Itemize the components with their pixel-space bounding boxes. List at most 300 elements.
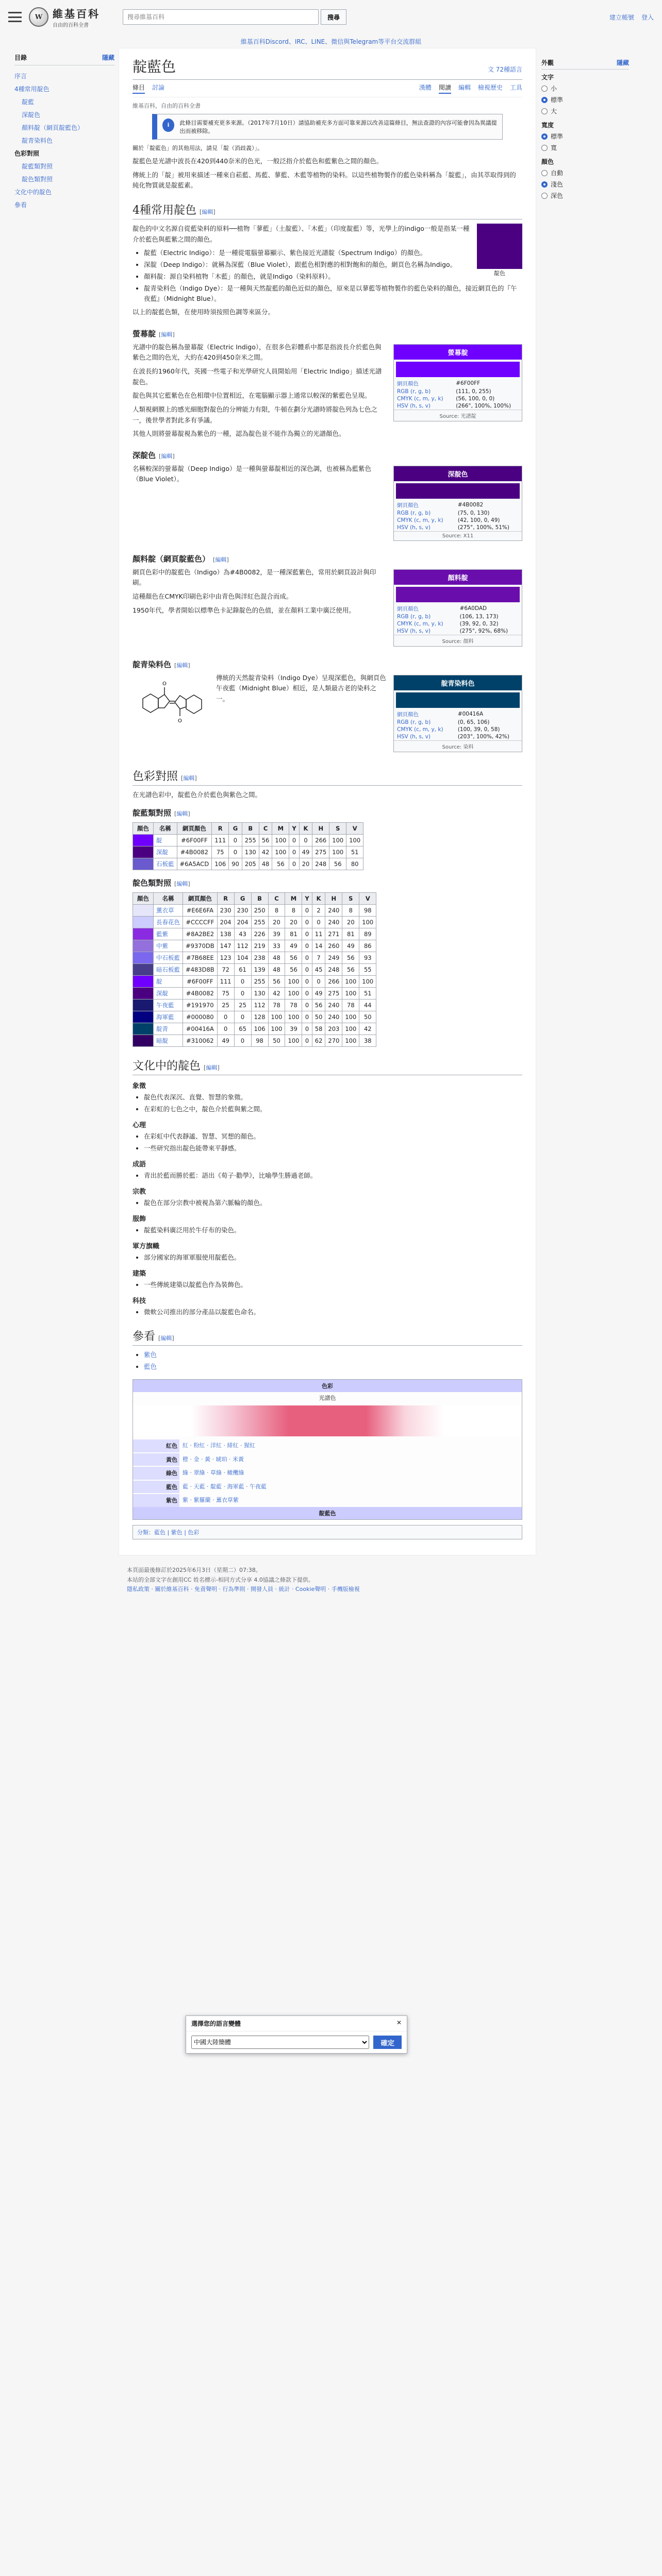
color-name[interactable]: 靛 xyxy=(154,976,183,988)
navbox-row xyxy=(133,1438,522,1452)
toc-hide-button[interactable]: 隱藏 xyxy=(102,54,114,61)
subsection-heading: 靛藍類對照 xyxy=(133,808,172,818)
toc-sidebar xyxy=(10,48,119,1555)
toc-item[interactable]: 靛藍類對照 xyxy=(22,163,53,170)
table-cell: #CCCCFF xyxy=(183,917,218,928)
intro-paragraph: 靛藍色是光譜中波長在420到440奈米的色光，一般泛指介於藍色和藍紫色之間的顏色。 xyxy=(133,157,383,165)
table-cell: 0 xyxy=(302,1035,312,1047)
color-name[interactable]: 午夜藍 xyxy=(154,999,183,1011)
radio-option[interactable] xyxy=(541,191,629,200)
table-cell: 56 xyxy=(342,964,359,976)
table-cell: #8A2BE2 xyxy=(183,928,218,940)
table-cell: 270 xyxy=(325,1035,342,1047)
column-header: Y xyxy=(289,823,299,835)
radio-option[interactable] xyxy=(541,180,629,189)
table-cell: 86 xyxy=(359,940,376,952)
table-row xyxy=(133,976,376,988)
column-header: C xyxy=(268,893,285,905)
table-row xyxy=(133,917,376,928)
color-sample-figure xyxy=(477,224,522,277)
column-header: M xyxy=(285,893,302,905)
infobox-row xyxy=(394,402,522,410)
table-cell: 98 xyxy=(251,1035,268,1047)
infobox-row xyxy=(394,733,522,740)
infobox-value: (275°, 92%, 68%) xyxy=(459,628,508,634)
table-cell: 8 xyxy=(285,905,302,917)
tab-tools[interactable]: 工具 xyxy=(509,84,522,91)
infobox-source: Source: X11 xyxy=(394,531,522,540)
table-cell: 55 xyxy=(359,964,376,976)
table-cell: 8 xyxy=(342,905,359,917)
culture-subheading: 心理 xyxy=(133,1122,146,1130)
infobox-key[interactable]: HSV (h, s, v) xyxy=(397,402,431,409)
infobox-row xyxy=(394,710,522,719)
table-cell: 130 xyxy=(242,846,259,858)
table-cell: 11 xyxy=(312,928,325,940)
table-cell: 50 xyxy=(312,1011,325,1023)
infobox-value: #4B0082 xyxy=(457,502,484,509)
section-heading: 參看 xyxy=(133,1330,156,1344)
table-cell: 100 xyxy=(329,846,346,858)
table-row xyxy=(133,905,376,917)
color-swatch-cell xyxy=(133,905,154,917)
edit-link[interactable]: 編輯 xyxy=(161,331,173,338)
table-cell: 204 xyxy=(217,917,234,928)
color-swatch xyxy=(396,692,520,708)
site-notice[interactable]: 維基百科Discord、IRC、LINE、微信與Telegram等平台交流群組 xyxy=(0,34,662,48)
table-cell: 56 xyxy=(272,858,289,870)
radio-label: 深色 xyxy=(551,192,564,199)
table-cell: 0 xyxy=(302,917,312,928)
color-name[interactable]: 深靛 xyxy=(154,988,183,999)
color-name[interactable]: 藍紫 xyxy=(154,928,183,940)
navbox-links[interactable]: 橙 · 金 · 黃 · 琥珀 · 米黃 xyxy=(183,1455,244,1463)
table-cell: 106 xyxy=(251,1023,268,1035)
color-name[interactable]: 長春花色 xyxy=(154,917,183,928)
infobox-key[interactable]: CMYK (c, m, y, k) xyxy=(397,517,443,523)
radio-icon[interactable] xyxy=(541,170,548,176)
info-icon: i xyxy=(162,118,175,132)
infobox-row xyxy=(394,524,522,531)
infobox-key[interactable]: RGB (r, g, b) xyxy=(397,719,431,725)
table-cell: 111 xyxy=(212,835,229,846)
column-header: 顏色 xyxy=(133,893,154,905)
radio-icon[interactable] xyxy=(541,145,548,151)
color-swatch-cell xyxy=(133,1023,154,1035)
infobox-row xyxy=(394,501,522,510)
color-name[interactable]: 深靛 xyxy=(154,846,177,858)
table-cell: 8 xyxy=(268,905,285,917)
table-row xyxy=(133,1023,376,1035)
table-cell: 81 xyxy=(285,928,302,940)
footer-line: 本頁面最後修訂於2025年6月3日（星期二）07:38。 xyxy=(127,1566,261,1573)
table-cell: 90 xyxy=(229,858,242,870)
table-cell: 33 xyxy=(268,940,285,952)
paragraph: 以上的靛藍色類，在使用時須按照色調等來區分。 xyxy=(133,308,275,316)
table-cell: 51 xyxy=(346,846,363,858)
color-name[interactable]: 海軍藍 xyxy=(154,1011,183,1023)
edit-link[interactable]: 編輯 xyxy=(202,208,213,215)
color-name[interactable]: 石板藍 xyxy=(154,858,177,870)
text-size-label: 文字 xyxy=(541,74,554,81)
list-item: • 部分國家的海軍軍服使用靛藍色。 xyxy=(144,1252,522,1263)
table-cell: #00416A xyxy=(183,1023,218,1035)
radio-option[interactable] xyxy=(541,168,629,177)
edit-link[interactable]: 編輯 xyxy=(161,452,173,460)
table-cell: 100 xyxy=(272,846,289,858)
hatnote: 關於「靛藍色」的其他用法，請見「靛（消歧義）」。 xyxy=(133,145,263,151)
radio-icon[interactable] xyxy=(541,97,548,103)
table-cell: 240 xyxy=(325,999,342,1011)
table-row xyxy=(133,999,376,1011)
infobox-source: Source: 染料 xyxy=(394,740,522,752)
column-header: R xyxy=(212,823,229,835)
column-header: S xyxy=(329,823,346,835)
table-cell: 250 xyxy=(251,905,268,917)
table-cell: 65 xyxy=(234,1023,251,1035)
culture-list xyxy=(144,1131,522,1154)
table-cell: 25 xyxy=(234,999,251,1011)
table-row xyxy=(133,964,376,976)
paragraph: 靛色的中文名源自從藍染料的原料──植物「蓼藍」（土靛藍）、「木藍」（印度靛藍）等，光學上的indigo一般是指某一種介於藍色與藍紫之間的顏色。 xyxy=(133,224,470,243)
infobox-value: (42, 100, 0, 49) xyxy=(457,517,500,523)
edit-link[interactable]: 編輯 xyxy=(176,810,188,818)
column-header: B xyxy=(242,823,259,835)
infobox-key[interactable]: 網頁顏色 xyxy=(397,380,419,387)
table-cell: 112 xyxy=(251,999,268,1011)
table-cell: 7 xyxy=(312,952,325,964)
table-cell: 49 xyxy=(312,988,325,999)
table-cell: 78 xyxy=(268,999,285,1011)
table-cell: 203 xyxy=(325,1023,342,1035)
color-swatch-cell xyxy=(133,835,154,846)
list-item: • 靛色代表深沉、直覺、智慧的象徵。 xyxy=(144,1092,522,1103)
column-header: V xyxy=(359,893,376,905)
list-item: • 深靛（Deep Indigo）：就稱為深藍（Blue Violet），跟藍色相對應的相對飽和的顏色，網頁色名稱為Indigo。 xyxy=(144,260,522,270)
paragraph: 傳統的天然靛青染料（Indigo Dye）呈現深藍色，與網頁色午夜藍（Midnight Blue）相近，是人類最古老的染料之一。 xyxy=(216,673,386,703)
color-swatch-cell xyxy=(133,952,154,964)
navbox-links[interactable]: 藍 · 天藍 · 靛藍 · 海軍藍 · 午夜藍 xyxy=(183,1483,267,1490)
color-name[interactable]: 靛 xyxy=(154,835,177,846)
culture-list xyxy=(144,1092,522,1114)
table-cell: #7B68EE xyxy=(183,952,218,964)
table-cell: 56 xyxy=(342,952,359,964)
from-line: 維基百科，自由的百科全書 xyxy=(133,103,201,109)
create-account-link[interactable]: 建立帳號 xyxy=(609,13,634,21)
table-cell: 50 xyxy=(359,1011,376,1023)
table-cell: #E6E6FA xyxy=(183,905,218,917)
paragraph: 在波長約1960年代，英國一些電子和光學研究人員開始用「Electric Indigo」描述光譜靛色。 xyxy=(133,367,382,386)
list-item: • 靛青染料色（Indigo Dye）：是一種與天然靛藍的顏色近似的顏色，原來是以蓼藍等植物製作的藍色染料的顏色，接近網頁色的『午夜藍』（Midnight Blue）。 xyxy=(144,283,522,304)
search-button[interactable]: 搜尋 xyxy=(321,9,346,25)
toc-item[interactable]: 4種常用靛色 xyxy=(14,86,49,93)
infobox-key[interactable]: 網頁顏色 xyxy=(397,605,419,612)
radio-option[interactable] xyxy=(541,107,629,115)
tab-history[interactable]: 檢視歷史 xyxy=(477,84,503,91)
radio-icon[interactable] xyxy=(541,86,548,92)
column-header: H xyxy=(312,823,329,835)
color-swatch-cell xyxy=(133,988,154,999)
page-footer xyxy=(0,1555,662,1595)
table-cell: 139 xyxy=(251,964,268,976)
color-swatch-cell xyxy=(133,940,154,952)
table-cell: 42 xyxy=(268,988,285,999)
infobox-title: 螢幕靛 xyxy=(394,345,522,360)
toc-item[interactable]: 色彩對照 xyxy=(14,150,40,157)
close-icon[interactable]: ✕ xyxy=(396,2019,402,2026)
table-cell: 39 xyxy=(268,928,285,940)
table-cell: 205 xyxy=(242,858,259,870)
radio-label: 標準 xyxy=(551,133,564,140)
table-cell: 100 xyxy=(268,1023,285,1035)
infobox-value: (111, 0, 255) xyxy=(456,388,491,395)
culture-list xyxy=(144,1307,522,1317)
radio-option[interactable] xyxy=(541,132,629,141)
infobox-key[interactable]: RGB (r, g, b) xyxy=(397,613,431,620)
table-cell: 255 xyxy=(251,976,268,988)
navbox-footer: 靛藍色 xyxy=(133,1507,522,1519)
infobox-row xyxy=(394,726,522,733)
infobox-value: #6F00FF xyxy=(456,380,481,387)
column-header: G xyxy=(234,893,251,905)
table-cell: 0 xyxy=(302,928,312,940)
see-also-link[interactable]: 藍色 xyxy=(144,1363,157,1371)
width-label: 寬度 xyxy=(541,122,554,129)
infobox-key[interactable]: HSV (h, s, v) xyxy=(397,628,431,634)
page-title: 靛藍色 xyxy=(133,58,176,75)
paragraph: 靛色與其它藍紫色在色相環中位置相近，在電腦顯示器上通常以較深的紫藍色呈現。 xyxy=(133,392,371,400)
infobox-row xyxy=(394,517,522,524)
color-name[interactable]: 薰衣草 xyxy=(154,905,183,917)
tab-read[interactable]: 閱讀 xyxy=(439,83,451,94)
color-name[interactable]: 中石板藍 xyxy=(154,952,183,964)
globe-icon: W xyxy=(29,7,48,27)
table-cell: 0 xyxy=(289,858,299,870)
table-cell: 44 xyxy=(359,999,376,1011)
radio-label: 大 xyxy=(551,108,557,115)
paragraph: 這種顏色在CMYK印刷色彩中由青色與洋紅色混合而成。 xyxy=(133,592,293,600)
color-swatch-cell xyxy=(133,964,154,976)
culture-subheading: 科技 xyxy=(133,1297,146,1306)
color-swatch xyxy=(396,362,520,377)
radio-label: 寬 xyxy=(551,144,557,151)
infobox-key[interactable]: HSV (h, s, v) xyxy=(397,524,431,531)
infobox-table xyxy=(394,604,522,635)
table-cell: 123 xyxy=(217,952,234,964)
infobox-key[interactable]: HSV (h, s, v) xyxy=(397,733,431,740)
table-cell: 100 xyxy=(285,1035,302,1047)
table-cell: 219 xyxy=(251,940,268,952)
color-swatch-cell xyxy=(133,846,154,858)
table-cell: 38 xyxy=(359,1035,376,1047)
appearance-hide-button[interactable]: 隱藏 xyxy=(616,59,629,66)
infobox-key[interactable]: CMYK (c, m, y, k) xyxy=(397,726,443,733)
table-cell: 240 xyxy=(325,1011,342,1023)
color-navbox xyxy=(133,1379,522,1520)
color-swatch-cell xyxy=(133,1035,154,1047)
table-cell: 230 xyxy=(234,905,251,917)
list-item: • 靛藍（Electric Indigo）：是一種從電腦螢幕顯示、紫色接近光譜靛（Spectrum Indigo）的顏色。 xyxy=(144,248,522,258)
column-header: 名稱 xyxy=(154,893,183,905)
table-cell: 0 xyxy=(289,835,299,846)
table-row xyxy=(133,835,363,846)
infobox-key[interactable]: RGB (r, g, b) xyxy=(397,388,431,395)
table-cell: 42 xyxy=(259,846,272,858)
infobox-value: (100, 39, 0, 58) xyxy=(457,726,500,733)
infobox-key[interactable]: 網頁顏色 xyxy=(397,711,419,718)
list-item: • 在彩虹中代表靜謐、智慧、冥想的顏色。 xyxy=(144,1131,522,1142)
infobox-key[interactable]: CMYK (c, m, y, k) xyxy=(397,395,443,402)
color-name[interactable]: 暗靛 xyxy=(154,1035,183,1047)
article-content: 靛藍色 文 72種語言 條目 討論 漢體 閱讀 編輯 檢視歷史 工具 維基百科，自由的百科全書 i 此條目需要補充更多來源。（2017年7月10日）請協助補充多方面可靠來源以改善這篇條目，無法查證的內容可能會因為異議提出而被移除。 關於「靛藍色」的其他用法，請見「靛（消歧義）」。 靛藍色是光譜中波長在420到440奈米的色光，一般泛指介於藍色和藍紫色之間的顏色。 傳統上的「靛」被用來描述一種來自菘藍、馬藍、蓼藍、木藍等植物的染料。以這些植物製作的藍色染料稱為「靛藍」，由其萃取得到的純化物質就是靛藍素。 4種常用靛色 [編輯] 靛色 靛色的中文名源自從藍染料的原料──植物「蓼藍」（土靛藍）、「木藍」（印度靛藍）等，光學上的indigo一般是指某一種介於藍色與藍紫之間的顏色。 • 靛藍（Electric Indigo）：是一種從電腦螢幕顯示、紫色接近光譜靛（Spectrum Indigo）的顏色。 • 深靛（Deep Indigo）：就稱為深藍（Blue Violet），跟藍色相對應的相對飽和的顏色，網頁色名稱為Indigo。 • 顏料靛：源自染料植物「木藍」的顏色，就是Indigo（染料原料）。 • 靛青染料色（Indigo Dye）：是一種與天然靛藍的顏色近似的顏色，原來是以蓼藍等植物製作的藍色染料的顏色，接近網頁色的『午夜藍』（Midnight Blue）。 以上的靛藍色類，在使用時須按照色調等來區分。 螢幕靛 [編輯] 螢幕靛 網頁顏色 #6F00FF RGB (r, g, b) (111, 0, 255) CMYK (c, m, y, k) (56, 100, 0, 0) HSV (h, s, v) (266°, 100%, 100%) Source: 光譜靛 光譜中的靛色稱為螢幕靛（Electric Indigo），在很多色彩體系中都是指波長介於藍色與紫色之間的色光，大約在420到450奈米之間。 在波長約1960年代，英國一些電子和光學研究人員開始用「Electric Indigo」描述光譜靛色。 靛色與其它藍紫色在色相環中位置相近，在電腦顯示器上通常以較深的紫藍色呈現。 人類視網膜上的感光細胞對靛色的分辨能力有限，牛頓在劃分光譜時將靛色列為七色之一，後世學者對此多有爭議。 其他人則將螢幕靛視為紫色的一種，認為靛色並不能作為獨立的光譜顏色。 深靛色 [編輯] 深靛色 網頁顏色 #4B0082 RGB (r, g, b) (75, 0, 130) CMYK (c, m, y, k) (42, 100, 0, 49) HSV (h, s, v) (275°, 100%, 51%) Source: X11 名稱較深的螢幕靛（Deep Indigo）是一種與螢幕靛相近的深色調，也被稱為藍紫色（Blue Violet）。 顏料靛（網頁靛藍色） [編輯] 顏料靛 網頁顏色 #6A0DAD RGB (r, g, b) (106, 13, 173) CMYK (c, m, y, k) (39, 92, 0, 32) HSV (h, s, v) (275°, 92%, 68%) Source: 顏料 網頁色彩中的靛藍色（Indigo）為#4B0082，是一種深藍紫色，常用於網頁設計與印刷。 這種顏色在CMYK印刷色彩中由青色與洋紅色混合而成。 1950年代，學者開始以標準色卡記錄靛色的色值，並在顏料工業中廣泛使用。 靛青染料色 [編輯] 靛青染料色 網頁顏色 #00416A RGB (r, g, b) (0, 65, 106) CMYK (c, m, y, k) (100, 39, 0, 58) HSV (h, s, v) (203°, 100%, 42%) Source: 染料 O O 傳統的天然靛青染料（Indigo Dye）呈現深藍色，與網頁色午夜藍（Midnight Blue）相近，是人類最古老的染料之一。 色彩對照 [編輯] 在光譜色彩中，靛藍色介於藍色與紫色之間。 靛藍類對照 [編輯] 顏色 名稱 網頁顏色 R G B C M Y K H S V 靛 #6F00FF 111 0 255 56 100 0 0 266 100 100 深靛 #4B0082 75 0 130 42 100 0 49 275 100 51 石板藍 #6A5ACD 106 90 205 48 56 0 20 248 56 80 靛色類對照 [編輯] 顏色 名稱 網頁顏色 R G B C M Y K H S V 薰衣草 #E6E6FA 230 230 250 8 8 0 2 240 8 98 長春花色 #CCCCFF 204 204 255 20 20 0 0 240 20 100 藍紫 #8A2BE2 138 43 226 39 81 0 11 271 81 89 中紫 #9370DB 147 112 219 33 49 0 14 260 49 86 中石板藍 #7B68EE 123 104 238 48 56 0 7 249 56 93 暗石板藍 #483D8B 72 61 139 48 56 0 45 248 56 55 靛 #6F00FF 111 0 255 56 100 0 0 266 100 100 深靛 #4B0082 75 0 130 42 100 0 49 275 100 51 午夜藍 #191970 25 25 112 78 78 0 56 240 78 44 海軍藍 #000080 0 0 128 100 100 0 50 240 100 50 靛青 #00416A 0 65 106 100 39 0 58 203 100 42 暗靛 #310062 49 0 98 50 100 0 62 270 100 38 文化中的靛色 [編輯] 象徵 • 靛色代表深沉、直覺、智慧的象徵。 • 在彩虹的七色之中，靛色介於藍與紫之間。 心理 • 在彩虹中代表靜謐、智慧、冥想的顏色。 • 一些研究指出靛色能帶來平靜感。 成語 • 青出於藍而勝於藍：語出《荀子·勸學》，比喻學生勝過老師。 宗教 • 靛色在部分宗教中被視為第六脈輪的顏色。 服飾 • 靛藍染料廣泛用於牛仔布的染色。 軍方旗幟 • 部分國家的海軍軍服使用靛藍色。 建築 • 一些傳統建築以靛藍色作為裝飾色。 科技 • 微軟公司推出的部分產品以靛藍色命名。 參看 [編輯] • 紫色 • 藍色 色彩 光譜色 紅色 紅 · 粉紅 · 洋紅 · 緋紅 · 猩紅 黃色 橙 · 金 · 黃 · 琥珀 · 米黃 綠色 綠 · 翠綠 · 草綠 · 橄欖綠 藍色 藍 · 天藍 · 靛藍 · 海軍藍 · 午夜藍 紫色 紫 · 紫羅蘭 · 薰衣草紫 靛藍色 分類：藍色 | 紫色 | 色彩 xyxy=(119,48,536,1555)
edit-link[interactable]: 編輯 xyxy=(215,556,227,563)
footer-line: 本站的全部文字在創用CC 姓名標示-相同方式分享 4.0協議之條款下提供。 xyxy=(127,1576,314,1583)
intro-paragraph-2: 傳統上的「靛」被用來描述一種來自菘藍、馬藍、蓼藍、木藍等植物的染料。以這些植物製作的藍色染料稱為「靛藍」，由其萃取得到的純化物質就是靛藍素。 xyxy=(133,171,516,190)
page-tabs xyxy=(133,80,522,97)
edit-link[interactable]: 編輯 xyxy=(176,662,188,669)
table-cell: 249 xyxy=(325,952,342,964)
radio-option[interactable] xyxy=(541,143,629,152)
table-cell: #6A5ACD xyxy=(177,858,212,870)
navbox-group-label: 紫色 xyxy=(133,1494,179,1507)
site-name: 維基百科 xyxy=(53,7,100,20)
infobox-value: (203°, 100%, 42%) xyxy=(457,733,510,740)
radio-option[interactable] xyxy=(541,95,629,104)
tab-edit[interactable]: 編輯 xyxy=(458,84,471,91)
category-links[interactable]: 分類：藍色 | 紫色 | 色彩 xyxy=(133,1525,522,1539)
table-cell: 260 xyxy=(325,940,342,952)
see-also-link[interactable]: 紫色 xyxy=(144,1351,157,1359)
color-infobox xyxy=(393,466,522,541)
infobox-table xyxy=(394,379,522,410)
table-cell: 106 xyxy=(212,858,229,870)
infobox-key[interactable]: RGB (r, g, b) xyxy=(397,510,431,516)
table-row xyxy=(133,928,376,940)
table-cell: 230 xyxy=(217,905,234,917)
infobox-source: Source: 顏料 xyxy=(394,635,522,646)
edit-link[interactable]: 編輯 xyxy=(176,880,188,888)
language-button[interactable]: 文 72種語言 xyxy=(487,66,522,73)
color-name[interactable]: 靛青 xyxy=(154,1023,183,1035)
edit-link[interactable]: 編輯 xyxy=(206,1064,218,1072)
login-link[interactable]: 登入 xyxy=(641,13,654,21)
top-bar xyxy=(0,0,662,34)
table-row xyxy=(133,858,363,870)
spectrum-caption: 光譜色 xyxy=(319,1395,336,1402)
table-cell: 248 xyxy=(312,858,329,870)
toc-item[interactable]: 參看 xyxy=(14,201,27,209)
table-cell: 204 xyxy=(234,917,251,928)
navbox-links[interactable]: 紫 · 紫羅蘭 · 薰衣草紫 xyxy=(183,1497,239,1504)
table-cell: 48 xyxy=(268,952,285,964)
table-cell: 61 xyxy=(234,964,251,976)
paragraph: 其他人則將螢幕靛視為紫色的一種，認為靛色並不能作為獨立的光譜顏色。 xyxy=(133,430,345,438)
navbox-row xyxy=(133,1452,522,1466)
table-cell: 72 xyxy=(217,964,234,976)
table-cell: 255 xyxy=(251,917,268,928)
table-cell: 56 xyxy=(312,999,325,1011)
infobox-value: (75, 0, 130) xyxy=(457,510,490,516)
table-cell: 0 xyxy=(302,999,312,1011)
infobox-row xyxy=(394,510,522,517)
radio-icon[interactable] xyxy=(541,193,548,199)
table-cell: 104 xyxy=(234,952,251,964)
tab-talk[interactable]: 討論 xyxy=(152,84,165,91)
table-cell: 275 xyxy=(325,988,342,999)
edit-link[interactable]: 編輯 xyxy=(160,1335,172,1342)
confirm-button[interactable]: 確定 xyxy=(373,2036,402,2049)
tab-article[interactable]: 條目 xyxy=(133,83,145,94)
toc-item[interactable]: 靛色類對照 xyxy=(22,176,53,183)
toc-item[interactable]: 靛青染料色 xyxy=(22,137,53,144)
infobox-value: #00416A xyxy=(457,711,484,718)
toc-item[interactable]: 文化中的靛色 xyxy=(14,189,52,196)
radio-icon[interactable] xyxy=(541,108,548,114)
list-item: • 在彩虹的七色之中，靛色介於藍與紫之間。 xyxy=(144,1104,522,1114)
column-header: G xyxy=(229,823,242,835)
table-cell: 51 xyxy=(359,988,376,999)
toc-item[interactable]: 深靛色 xyxy=(22,111,41,118)
edit-link[interactable]: 編輯 xyxy=(183,774,195,782)
table-cell: 93 xyxy=(359,952,376,964)
color-swatch xyxy=(477,224,522,269)
site-logo[interactable] xyxy=(29,6,100,29)
navbox-title: 色彩 xyxy=(133,1380,522,1392)
radio-option[interactable] xyxy=(541,84,629,93)
toc-item[interactable]: 顏料靛（網頁靛藍色） xyxy=(22,124,84,131)
table-cell: #191970 xyxy=(183,999,218,1011)
tab-variant[interactable]: 漢體 xyxy=(419,84,432,91)
radio-icon[interactable] xyxy=(541,133,548,140)
table-cell: 78 xyxy=(342,999,359,1011)
infobox-value: (275°, 100%, 51%) xyxy=(457,524,510,531)
table-cell: 111 xyxy=(217,976,234,988)
toc-item[interactable]: 序言 xyxy=(14,73,27,80)
infobox-key[interactable]: CMYK (c, m, y, k) xyxy=(397,620,443,627)
column-header: 網頁顏色 xyxy=(183,893,218,905)
navbox-links[interactable]: 綠 · 翠綠 · 草綠 · 橄欖綠 xyxy=(183,1469,244,1477)
infobox-title: 靛青染料色 xyxy=(394,675,522,690)
table-cell: 75 xyxy=(217,988,234,999)
table-cell: 100 xyxy=(285,976,302,988)
navbox-group-label: 紅色 xyxy=(133,1439,179,1452)
infobox-row xyxy=(394,620,522,628)
table-cell: 0 xyxy=(302,940,312,952)
search-input[interactable] xyxy=(123,9,319,25)
navbox-links[interactable]: 紅 · 粉紅 · 洋紅 · 緋紅 · 猩紅 xyxy=(183,1442,255,1449)
infobox-key[interactable]: 網頁顏色 xyxy=(397,502,419,509)
table-row xyxy=(133,940,376,952)
culture-subheading: 建築 xyxy=(133,1270,146,1278)
color-name[interactable]: 中紫 xyxy=(154,940,183,952)
toc-item[interactable]: 靛藍 xyxy=(22,98,35,106)
table-cell: 100 xyxy=(285,1011,302,1023)
table-cell: 0 xyxy=(302,1023,312,1035)
color-name[interactable]: 暗石板藍 xyxy=(154,964,183,976)
color-table-1 xyxy=(133,822,363,870)
footer-links[interactable]: 隱私政策 · 關於維基百科 · 免責聲明 · 行為準則 · 開發人員 · 統計 · Cookie聲明 · 手機版檢視 xyxy=(127,1586,360,1593)
paragraph: 光譜中的靛色稱為螢幕靛（Electric Indigo），在很多色彩體系中都是指波長介於藍色與紫色之間的色光，大約在420到450奈米之間。 xyxy=(133,343,382,362)
paragraph: 名稱較深的螢幕靛（Deep Indigo）是一種與螢幕靛相近的深色調，也被稱為藍紫色（Blue Violet）。 xyxy=(133,464,372,483)
table-cell: 81 xyxy=(342,928,359,940)
column-header: V xyxy=(346,823,363,835)
table-cell: 100 xyxy=(346,835,363,846)
menu-icon[interactable] xyxy=(8,12,22,22)
table-cell: 100 xyxy=(268,1011,285,1023)
list-item: • 微軟公司推出的部分產品以靛藍色命名。 xyxy=(144,1307,522,1317)
radio-icon[interactable] xyxy=(541,181,548,188)
variant-select[interactable] xyxy=(191,2036,369,2049)
